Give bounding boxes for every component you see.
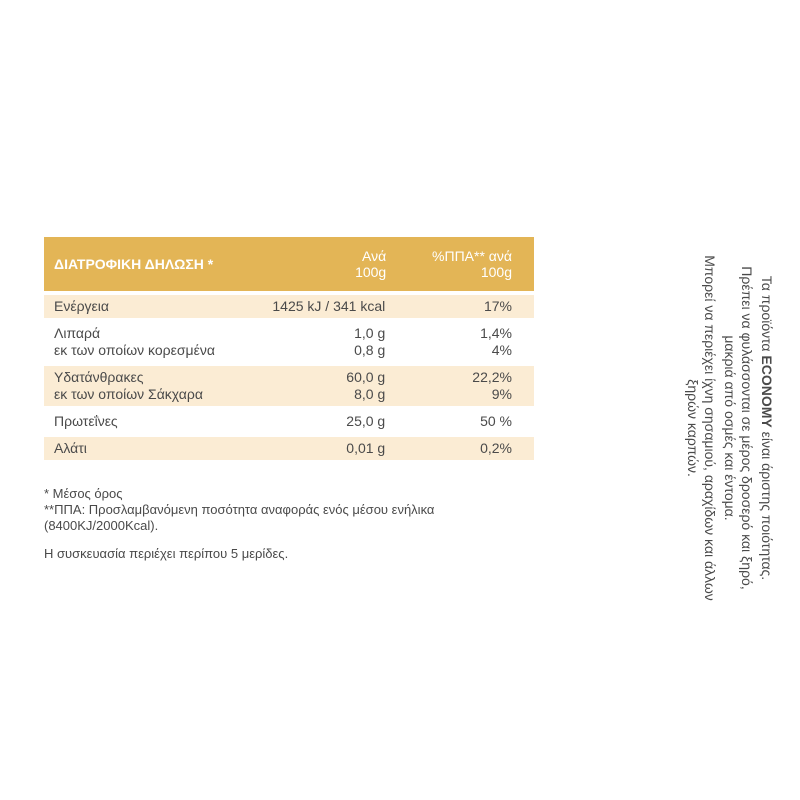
table-header [44, 237, 534, 291]
quality-prefix: Τα προϊόντα [759, 275, 775, 352]
fat-ria: 1,4% [480, 325, 512, 341]
salt-value: 0,01 g [271, 437, 386, 460]
nutrition-table [44, 237, 534, 460]
table-row-protein [44, 410, 534, 433]
fat-value: 1,0 g [354, 325, 386, 341]
sugars-ria: 9% [491, 386, 512, 402]
fat-label: Λιπαρά [54, 325, 101, 341]
footnote-average: * Μέσος όρος [44, 486, 123, 501]
side-panel-rotated [681, 248, 775, 608]
storage-instructions: Πρέπει να φυλάσσονται σε μέρος δροσερό και ξηρό, μακριά από οσμές και έντομα. [722, 266, 755, 590]
carbs-value: 60,0 g [346, 369, 386, 385]
table-title: ΔΙΑΤΡΟΦΙΚΗ ΔΗΛΩΣΗ * [44, 237, 271, 291]
table-row-energy [44, 295, 534, 318]
allergen-warning: Μπορεί να περιέχει ίχνη σησαμιού, αραχίδων και άλλων ξηρών καρπών. [685, 255, 718, 601]
footnote-ria-definition: **ΠΠΑ: Προσλαμβανόμενη ποσότητα αναφοράς ενός μέσου ενήλικα [44, 502, 435, 517]
carbs-label: Υδατάνθρακες [54, 369, 144, 385]
col-header-per-100g-line2: 100g [355, 264, 387, 280]
sugars-label: εκ των οποίων Σάκχαρα [54, 386, 203, 402]
carbs-ria: 22,2% [472, 369, 512, 385]
col-header-ria-line2: 100g [480, 264, 512, 280]
quality-statement [758, 248, 775, 608]
saturates-ria: 4% [491, 342, 512, 358]
table-row-salt [44, 437, 534, 460]
carbs-ria-cell [386, 366, 534, 406]
col-header-per-100g [271, 237, 386, 291]
col-header-per-100g-line1: Ανά [362, 248, 387, 264]
energy-ria: 17% [386, 295, 534, 318]
salt-label: Αλάτι [44, 437, 271, 460]
saturates-label: εκ των οποίων κορεσμένα [54, 342, 215, 358]
fat-value-cell [271, 322, 386, 362]
table-row-fat [44, 322, 534, 362]
footnote-ria-reference: (8400KJ/2000Kcal). [44, 518, 159, 533]
table-row-carbohydrates [44, 366, 534, 406]
energy-label: Ενέργεια [44, 295, 271, 318]
protein-ria: 50 % [480, 413, 512, 429]
col-header-ria [386, 237, 534, 291]
fat-ria-cell [386, 322, 534, 362]
footnotes [44, 486, 524, 562]
carbs-value-cell [271, 366, 386, 406]
col-header-ria-line1: %ΠΠΑ** ανά [432, 248, 512, 264]
salt-ria: 0,2% [386, 437, 534, 460]
energy-value: 1425 kJ / 341 kcal [271, 295, 386, 318]
carbs-label-cell [44, 366, 271, 406]
protein-value: 25,0 g [346, 413, 386, 429]
fat-label-cell [44, 322, 271, 362]
sugars-value: 8,0 g [354, 386, 386, 402]
protein-label: Πρωτεΐνες [54, 413, 118, 429]
quality-suffix: είναι άριστης ποιότητας. [759, 431, 775, 581]
brand-name: ECONOMY [759, 355, 775, 428]
saturates-value: 0,8 g [354, 342, 386, 358]
servings-note: Η συσκευασία περιέχει περίπου 5 μερίδες. [44, 546, 289, 561]
